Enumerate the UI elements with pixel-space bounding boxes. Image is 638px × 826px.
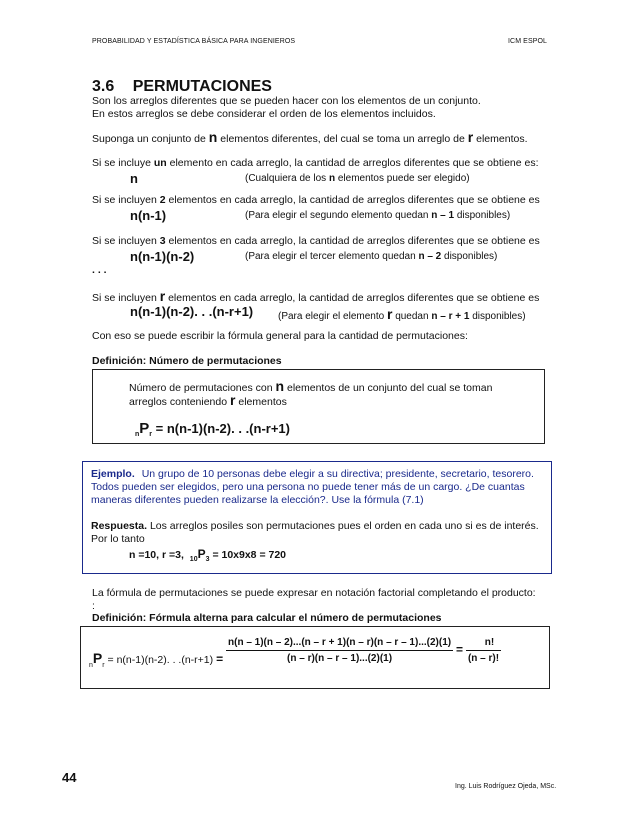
answer-text: Los arreglos posiles son permutaciones pues el orden en cada uno si es de interés. [149,520,539,532]
result-sub-10: 10 [189,556,198,563]
result-text-a: n =10, r =3, [129,549,184,561]
case1-paragraph [92,157,539,170]
case2-note-a: (Para elegir el segundo elemento quedan [245,210,429,221]
case2-note [245,210,510,221]
result-line [129,548,286,563]
factorial-fraction [226,637,453,664]
case2-note-c: disponibles) [456,210,511,221]
caser-note-d: disponibles) [472,311,526,322]
caser-note-r: r [386,306,393,322]
case2-text-a: Si se incluyen [92,194,157,206]
result-text-b: = 10x9x8 = 720 [212,549,287,561]
answer-line [91,520,539,533]
suppose-text-b: elementos diferentes, del cual se toma un arreglo de [220,133,465,145]
factorial-lhs-r: r [102,662,105,670]
factorial-definition-title: Definición: Fórmula alterna para calcular el número de permutaciones [92,612,442,624]
caser-text-a: Si se incluyen [92,292,157,304]
caser-note-c: n – r + 1 [431,311,470,322]
factorial-numerator-2: n! [466,637,501,651]
definition-box [92,369,545,444]
case2-text-b: elementos en cada arreglo, la cantidad de arreglos diferentes que se obtiene es [168,194,540,206]
caser-text-b: elementos en cada arreglo, la cantidad de arreglos diferentes que se obtiene es [168,292,540,304]
definition-line2-b: elementos [238,396,287,408]
definition-line-1 [129,380,492,395]
example-label: Ejemplo. [91,468,135,480]
case3-bold: 3 [159,235,166,247]
running-header-course: PROBABILIDAD Y ESTADÍSTICA BÁSICA PARA INGENIEROS [92,38,296,45]
definition-var-r: r [230,392,236,408]
case2-paragraph [92,194,540,207]
example-box [82,461,552,574]
case3-note-c: disponibles) [444,251,498,262]
definition-line2-a: arreglos conteniendo [129,396,228,408]
result-sub-3: 3 [205,556,210,563]
factorial-fraction-2 [466,637,501,664]
example-line-3: maneras diferentes pueden realizarse la elección?. Use la fórmula (7.1) [91,494,424,506]
definition-line-2 [129,394,287,409]
case3-note-b: n – 2 [418,251,442,262]
example-line-2: Todos pueden ser elegidos, pero una persona no puede tener más de un cargo. ¿De cuantas [91,481,525,493]
case3-note [245,251,497,262]
definition-formula-p: P [139,420,150,437]
caser-paragraph [92,290,539,305]
intro-line-1: Son los arreglos diferentes que se pueden hacer con los elementos de un conjunto. [92,95,481,107]
case3-text-b: elementos en cada arreglo, la cantidad de arreglos diferentes que se obtiene es [168,235,540,247]
case3-formula: n(n-1)(n-2) [130,249,195,264]
case2-formula: n(n-1) [130,208,167,223]
caser-note-b: quedan [395,311,429,322]
case1-note-a: (Cualquiera de los [245,173,327,184]
caser-formula: n(n-1)(n-2). . .(n-r+1) [130,304,254,319]
factorial-numerator: n(n – 1)(n – 2)...(n – r + 1)(n – r)(n – r – 1)...(2)(1) [226,637,453,651]
factorial-denominator-2: (n – r)! [467,653,500,664]
case3-text-a: Si se incluyen [92,235,157,247]
factorial-box [80,626,550,689]
case1-note-b: n [328,173,336,184]
running-header-org: ICM ESPOL [508,38,548,45]
therefore-line: Por lo tanto [91,533,145,545]
definition-var-n: n [275,378,285,394]
example-line-1 [91,468,534,481]
case3-note-a: (Para elegir el tercer elemento quedan [245,251,416,262]
definition-line1-b: elementos de un conjunto del cual se toman [286,382,493,394]
suppose-paragraph [92,131,528,146]
var-n: n [208,129,218,145]
factorial-denominator: (n – r)(n – r – 1)...(2)(1) [287,653,393,664]
factorial-lhs-n: n [89,662,93,670]
suppose-text-a: Suponga un conjunto de [92,133,206,145]
section-title: PERMUTACIONES [132,78,272,95]
case3-dots: . . . [92,264,107,276]
section-heading [92,78,272,96]
factorial-lhs-rest: = n(n-1)(n-2). . .(n-r+1) [107,654,214,667]
definition-formula-n: n [135,431,140,438]
definition-formula-rest: = n(n-1)(n-2). . .(n-r+1) [155,421,290,436]
answer-label: Respuesta. [91,520,148,532]
case1-formula: n [130,171,138,186]
case1-text-b: elemento en cada arreglo, la cantidad de arreglos diferentes que se obtiene es: [169,157,539,169]
caser-note [278,306,526,322]
case2-bold: 2 [159,194,166,206]
case1-note-c: elementos puede ser elegido) [337,173,470,184]
definition-formula-r: r [149,431,153,438]
case1-bold: un [153,157,167,169]
definition-line1-a: Número de permutaciones con [129,382,273,394]
page-number: 44 [62,770,77,785]
author-credit: Ing. Luis Rodríguez Ojeda, MSc. [455,783,557,790]
result-p: P [197,547,206,561]
factorial-lhs-p: P [92,650,103,667]
var-r: r [467,129,474,145]
intro-line-2: En estos arreglos se debe considerar el orden de los elementos incluidos. [92,108,436,120]
caser-note-a: (Para elegir el elemento [278,311,385,322]
factorial-intro: La fórmula de permutaciones se puede expresar en notación factorial completando el producto: [92,587,536,599]
factorial-equals-2: = [456,642,464,657]
example-text-1: Un grupo de 10 personas debe elegir a su directiva; presidente, secretario, tesorero. [141,468,534,480]
section-number: 3.6 [92,78,115,95]
case1-note [245,173,470,184]
general-formula-intro: Con eso se puede escribir la fórmula general para la cantidad de permutaciones: [92,330,468,342]
case2-note-b: n – 1 [431,210,455,221]
definition-title: Definición: Número de permutaciones [92,355,282,367]
factorial-formula [89,637,501,670]
case1-text-a: Si se incluye [92,157,151,169]
case3-paragraph [92,235,540,248]
factorial-equals-1: = [216,652,224,667]
definition-formula [135,420,290,437]
suppose-text-c: elementos. [476,133,528,145]
caser-var-r: r [159,288,166,304]
factorial-colon: : [92,600,95,612]
